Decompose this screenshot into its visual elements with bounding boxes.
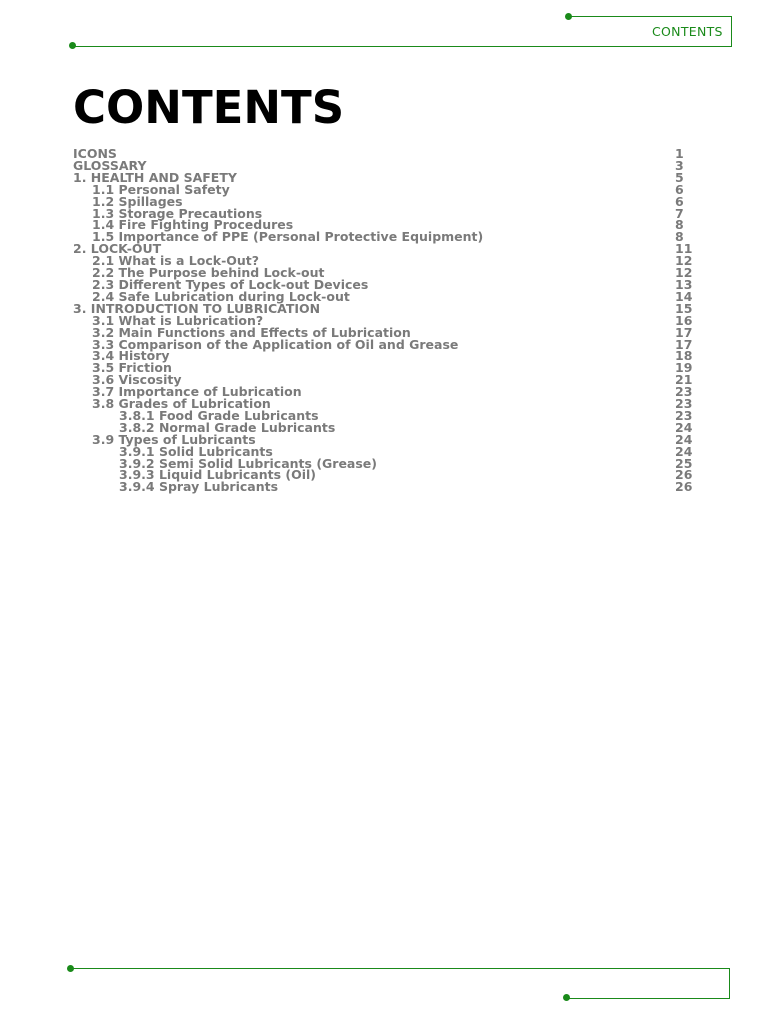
toc-entry-page-number: 18	[675, 348, 693, 364]
toc-entry-page-number: 17	[675, 336, 693, 352]
toc-entry-page-number: 11	[675, 241, 693, 257]
toc-entry-label: 3.9.3 Liquid Lubricants (Oil)	[119, 467, 317, 483]
toc-entry-page-number: 26	[675, 467, 693, 483]
toc-entry-label: 3.9 Types of Lubricants	[92, 431, 256, 447]
header-section-label: CONTENTS	[652, 24, 723, 39]
toc-entry-label: 3.3 Comparison of the Application of Oil and Grease	[92, 336, 459, 352]
toc-entry-page-number: 5	[675, 169, 684, 185]
toc-entry-page-number: 14	[675, 288, 693, 304]
toc-entry-page-number: 17	[675, 324, 693, 340]
bottom-frame-line-right	[729, 968, 730, 999]
toc-entry-page-number: 6	[675, 193, 684, 209]
toc-entry-label: 3.9.2 Semi Solid Lubricants (Grease)	[119, 455, 377, 471]
toc-entry-label: ICONS	[73, 146, 117, 161]
toc-entry-label: 3.9.4 Spray Lubricants	[119, 479, 279, 495]
toc-entry-label: 1.4 Fire Fighting Procedures	[92, 217, 294, 233]
bottom-frame-line-lower	[566, 998, 730, 999]
toc-entry-label: 1.3 Storage Precautions	[92, 205, 263, 221]
toc-entry-label: 2. LOCK-OUT	[73, 241, 162, 257]
toc-entry-label: 1.2 Spillages	[92, 193, 183, 209]
page-title: CONTENTS	[73, 81, 345, 134]
toc-entry-page-number: 13	[675, 276, 693, 292]
toc-entry-label: 3.9.1 Solid Lubricants	[119, 443, 273, 459]
toc-entry-label: 3.4 History	[92, 348, 170, 364]
toc-entry-label: 3.8.2 Normal Grade Lubricants	[119, 419, 336, 435]
toc-entry-label: 3. INTRODUCTION TO LUBRICATION	[73, 300, 321, 316]
toc-entry-label: 3.1 What is Lubrication?	[92, 312, 264, 328]
toc-entry[interactable]	[73, 148, 693, 160]
toc-entry-label: 2.2 The Purpose behind Lock-out	[92, 265, 325, 281]
toc-entry-page-number: 3	[675, 157, 684, 173]
toc-entry-page-number: 19	[675, 360, 693, 376]
toc-entry-page-number: 23	[675, 396, 693, 412]
toc-entry-page-number: 16	[675, 312, 693, 328]
toc-entry-page-number: 23	[675, 384, 693, 400]
toc-entry-page-number: 7	[675, 205, 684, 221]
toc-entry-page-number: 8	[675, 217, 684, 233]
top-frame-line-right	[731, 16, 732, 47]
toc-entry-page-number: 12	[675, 253, 693, 269]
toc-entry-label: 3.2 Main Functions and Effects of Lubrication	[92, 324, 411, 340]
bottom-frame-line-upper	[70, 968, 730, 969]
toc-entry-page-number: 12	[675, 265, 693, 281]
toc-entry-page-number: 25	[675, 455, 693, 471]
toc-entry-label: 1.5 Importance of PPE (Personal Protective Equipment)	[92, 229, 484, 245]
toc-entry-label: 1.1 Personal Safety	[92, 181, 230, 197]
toc-entry-label: 3.8 Grades of Lubrication	[92, 396, 271, 412]
toc-entry-label: 1. HEALTH AND SAFETY	[73, 169, 237, 185]
toc-entry-page-number: 24	[675, 443, 693, 459]
toc-entry-page-number: 8	[675, 229, 684, 245]
toc-entry-page-number: 1	[675, 146, 684, 161]
toc-entry-page-number: 21	[675, 372, 693, 388]
table-of-contents	[73, 148, 693, 493]
top-frame-line-lower	[72, 46, 732, 47]
toc-entry-page-number: 6	[675, 181, 684, 197]
toc-entry-label: 2.3 Different Types of Lock-out Devices	[92, 276, 369, 292]
toc-entry-label: 3.6 Viscosity	[92, 372, 182, 388]
toc-entry-label: 3.8.1 Food Grade Lubricants	[119, 407, 319, 423]
toc-entry-page-number: 24	[675, 419, 693, 435]
top-frame-line-upper	[569, 16, 732, 17]
toc-entry-label: 2.1 What is a Lock-Out?	[92, 253, 260, 269]
toc-entry-label: 3.7 Importance of Lubrication	[92, 384, 302, 400]
toc-entry-page-number: 15	[675, 300, 693, 316]
toc-entry[interactable]	[73, 231, 693, 243]
toc-entry-label: 3.5 Friction	[92, 360, 172, 376]
toc-entry-label: 2.4 Safe Lubrication during Lock-out	[92, 288, 350, 304]
toc-entry-page-number: 23	[675, 407, 693, 423]
toc-entry-page-number: 24	[675, 431, 693, 447]
toc-entry-label: GLOSSARY	[73, 157, 147, 173]
toc-entry[interactable]	[73, 481, 693, 493]
toc-entry-page-number: 26	[675, 479, 693, 495]
